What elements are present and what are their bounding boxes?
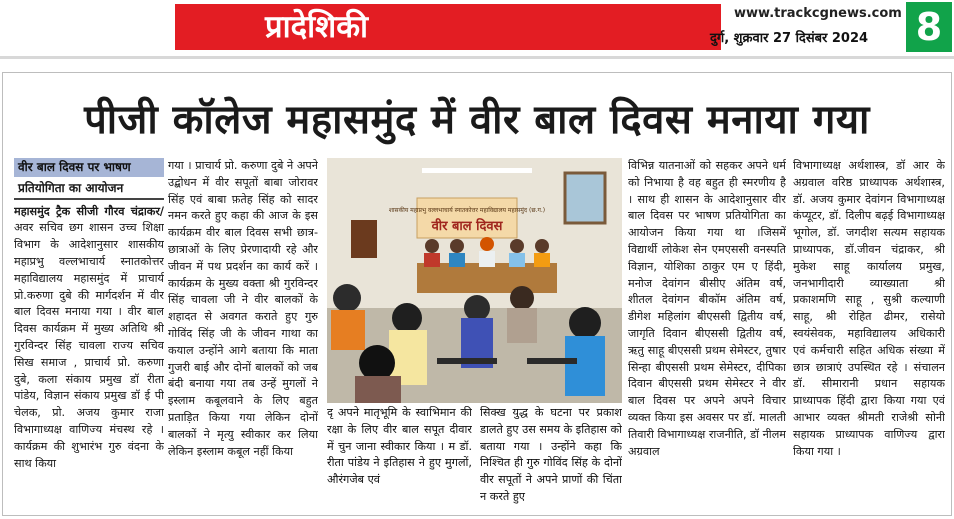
ceiling-light xyxy=(422,168,532,173)
masthead xyxy=(0,0,954,54)
dateline: दुर्ग, शुक्रवार 27 दिसंबर 2024 xyxy=(710,31,869,46)
student-5 xyxy=(569,307,601,339)
guest-2-body xyxy=(449,253,465,267)
podium xyxy=(351,220,377,258)
desk-1 xyxy=(437,358,497,364)
banner-subheading: शासकीय महाप्रभु वल्लभाचार्य स्नातकोत्तर महाविद्यालय महासमुंद (छ.ग.) xyxy=(388,207,546,214)
student-3 xyxy=(464,295,490,321)
guest-3 xyxy=(480,237,494,251)
article-column-2: गया । प्राचार्य प्रो. करुणा दुबे ने अपने उद्बोधन में वीर सपूतों बाबा जोरावर सिंह एवं बाबा फ़तेह सिंह को सादर नमन करते हुए कहा की आज के इस कार्यक्रम वीर बाल दिवस सभी छात्र-छात्राओं के लिए प्रेरणादायी रहे और जीवन में पथ प्रदर्शन का कार्य करें । कार्यक्रम के मुख्य वक्ता श्री गुरविन्दर सिंह चावला जी ने वीर बालकों के शहादत से अवगत कराते हुए गुरु गोविंद सिंह जी के जीवन गाथा का कयाल उन्होंने आगे बताया कि माता गुजरी बाई और दोनों बालकों को जब बंदी बनाया गया तब उन्हें मुगलों ने इस्लाम कबूलवाने के लिए बहुत प्रताड़ित किया गया लेकिन दोनों बालकों ने मृत्यु स्वीकार कर लिया लेकिन इस्लाम कबूल नहीं किया xyxy=(168,159,318,458)
guest-4 xyxy=(510,239,524,253)
event-photo-illustration xyxy=(327,158,622,403)
page-number: 8 xyxy=(906,2,952,52)
student-6-body xyxy=(355,376,401,403)
guest-1-body xyxy=(424,253,440,267)
student-6 xyxy=(359,345,395,381)
student-2 xyxy=(392,303,422,333)
kicker-line-1: वीर बाल दिवस पर भाषण xyxy=(14,158,164,177)
article-column-3-right: सिक्ख युद्ध के घटना पर प्रकाश डालते हुए उस समय के इतिहास को बताया गया । उन्होंने कहा कि निश्चित ही गुरु गोविंद सिंह के दोनों वीर सपूतों ने अपने प्राणों की चिंता न करते हुए xyxy=(480,406,622,503)
article-column-1 xyxy=(14,158,164,510)
guest-1 xyxy=(425,239,439,253)
article-column-5: विभागाध्यक्ष अर्थशास्त्र, डॉ आर के अग्रवाल वरिष्ठ प्राध्यापक अर्थशास्त्र, डॉ. अजय कुमार देवांगन विभागाध्यक्ष कंप्यूटर, डॉ. दिलीप बढ़ई विभागाध्यक्ष भूगोल, डॉ. जगदीश सत्यम सहायक प्राध्यापक, डॉ.जीवन चंद्राकर, श्री मुकेश साहू कार्यालय प्रमुख, जनभागीदारी व्याख्याता श्री प्रकाशमणि साहू , सुश्री कल्याणी साहू, श्री रोहित ढीमर, रासेयो स्वयंसेवक, महाविद्यालय अधिकारी एवं कर्मचारी सहित अधिक संख्या में छात्र छात्राएं उपस्थित रहे । संचालन डॉ. सीमारानी प्रधान सहायक प्राध्यापक हिंदी द्वारा किया गया एवं आभार व्यक्त श्रीमती राजेश्री सोनी सहायक प्राध्यापक वाणिज्य द्वारा किया गया । xyxy=(793,159,945,458)
masthead-rule xyxy=(0,56,954,59)
student-4-body xyxy=(507,308,537,343)
student-1-body xyxy=(331,310,365,350)
section-title: प्रादेशिकी xyxy=(175,4,721,50)
banner-heading: वीर बाल दिवस xyxy=(431,219,503,234)
kicker-line-2: प्रतियोगिता का आयोजन xyxy=(14,179,164,200)
article-column-3-left: दृ अपने मातृभूमि के स्वाभिमान की रक्षा के लिए वीर बाल सपूत दीवार में चुन जाना स्वीकार किया । म डॉ. रीता पांडेय ने इतिहास ने हुए मुगलों, औरंगजेब एवं xyxy=(327,406,472,487)
stage-table xyxy=(417,263,557,293)
article-column-4: विभिन्न यातनाओं को सहकर अपने धर्म को निभाया है वह बहुत ही स्मरणीय है । साथ ही शासन के आदेशानुसार वीर बाल दिवस पर भाषण प्रतियोगिता का आयोजन किया गया था ।जिसमें विद्यार्थी लोकेश सेन एमएससी वनस्पति विज्ञान, योशिका ठाकुर एम ए हिंदी, मनोज देवांगन बीसीए अंतिम वर्ष, शीतल देवांगन बीकॉम अंतिम वर्ष, डीगेश महिलांग बीएससी द्वितीय वर्ष, जागृति दिवान बीएससी द्वितीय वर्ष, ऋतु साहू बीएससी प्रथम सेमेस्टर, तुषार सिन्हा बीएससी प्रथम सेमेस्टर, दीपिका दिवान बीएससी प्रथम सेमेस्टर ने वीर बाल दिवस पर अपने अपने विचार व्यक्त किया इस अवसर पर डॉ. मालती तिवारी विभागाध्यक्ष राजनीति, डॉ नीलम अग्रवाल xyxy=(628,159,786,458)
article-headline: पीजी कॉलेज महासमुंद में वीर बाल दिवस मनाया गया xyxy=(84,97,870,143)
student-5-body xyxy=(565,336,605,396)
byline: महासमुंद ट्रैक सीजी गौरव चंद्राकर/ xyxy=(14,204,164,218)
student-1 xyxy=(333,284,361,312)
guest-3-body xyxy=(479,251,495,267)
desk-2 xyxy=(527,358,577,364)
guest-4-body xyxy=(509,253,525,267)
window xyxy=(565,173,605,223)
column-1-text: अवर सचिव छग शासन उच्च शिक्षा विभाग के आदेशानुसार शासकीय महाप्रभु वल्लभाचार्य स्नातकोत्तर महाविद्यालय महासमुंद में प्राचार्य प्रो.करुणा दुबे की मार्गदर्शन में वीर बाल दिवस मनाया गया । वीर बाल दिवस कार्यक्रम में मुख्य अतिथि श्री गुरविन्दर सिंह चावला राज्य सचिव सिख समाज , प्राचार्य प्रो. करुणा दुबे, कला संकाय प्रमुख डॉ रीता पांडेय, विज्ञान संकाय प्रमुख डॉ ई पी चेलक, प्रो. अजय कुमार राजा विभागाध्यक्ष वाणिज्य मंचस्थ रहे । कार्यक्रम की शुभारंभ गुरु वंदना के साथ किया xyxy=(14,221,164,470)
guest-2 xyxy=(450,239,464,253)
event-photo xyxy=(327,158,622,403)
site-url[interactable]: www.trackcgnews.com xyxy=(734,6,902,21)
student-4 xyxy=(510,286,534,310)
guest-5-body xyxy=(534,253,550,267)
guest-5 xyxy=(535,239,549,253)
